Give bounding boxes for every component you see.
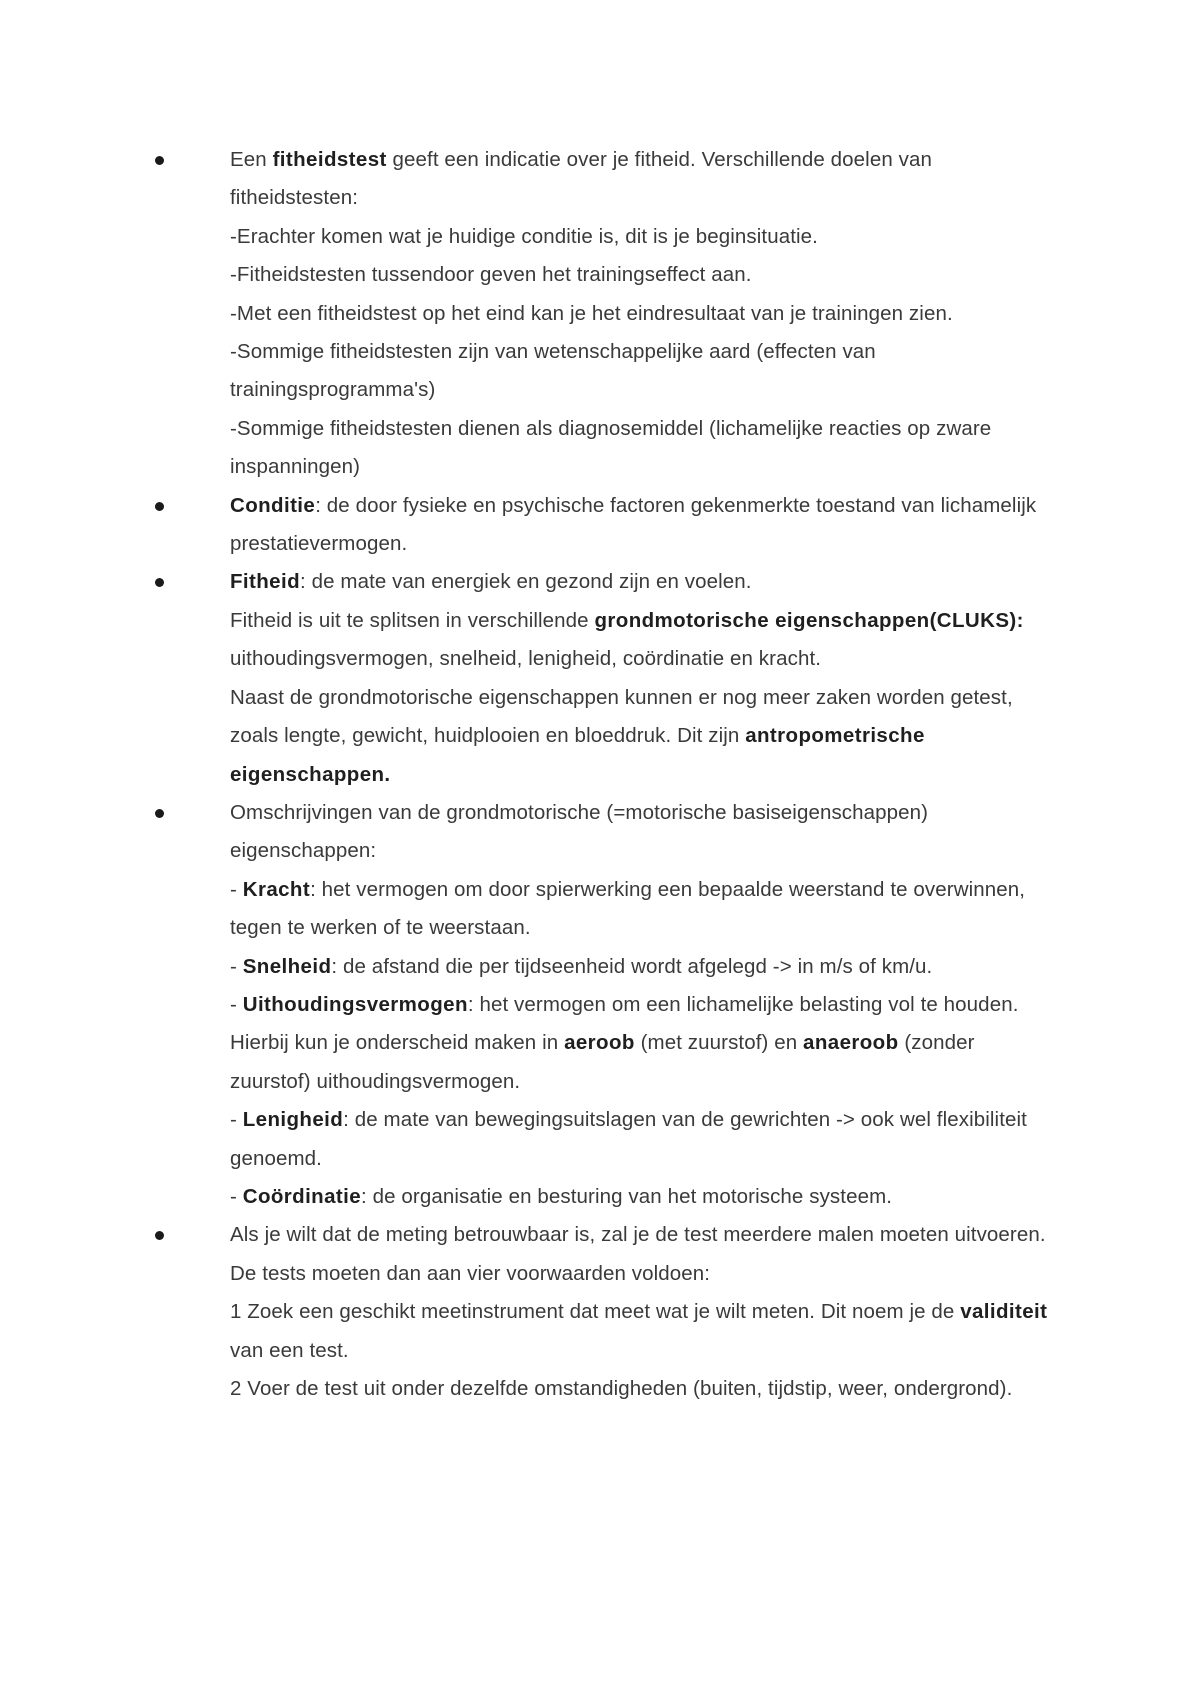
text-line: -Met een fitheidstest op het eind kan je het eindresultaat van je trainingen zien. [230,301,953,325]
text-line: Conditie: de door fysieke en psychische factoren gekenmerkte toestand van lichamelijk prestatievermogen. [230,493,1037,556]
term-snelheid: Snelheid [242,954,332,978]
list-item [148,794,1068,1216]
term-kracht: Kracht [242,877,311,901]
term-fitheid: Fitheid [230,570,300,594]
text-line: -Sommige fitheidstesten zijn van wetenschappelijke aard (effecten van trainingsprogramma's) [230,340,876,402]
bullet-icon [155,1231,164,1240]
bullet-icon [155,502,164,511]
text-line: - Kracht: het vermogen om door spierwerking een bepaalde weerstand te overwinnen, tegen te werken of te weerstaan. [230,877,1026,940]
text-line: -Sommige fitheidstesten dienen als diagnosemiddel (lichamelijke reacties op zware inspanningen) [230,416,992,479]
list-item [148,141,1068,487]
text-line: 1 Zoek een geschikt meetinstrument dat meet wat je wilt meten. Dit noem je de validiteit van een test. [230,1300,1048,1362]
term-aeroob: aeroob [564,1031,635,1055]
bullet-icon [155,809,164,818]
list-item [148,563,1068,793]
text-line: - Lenigheid: de mate van bewegingsuitslagen van de gewrichten -> ook wel flexibiliteit genoemd. [230,1108,1027,1170]
term-anaeroob: anaeroob [803,1031,899,1055]
term-conditie: Conditie [230,493,316,517]
text-line: Fitheid is uit te splitsen in verschillende grondmotorische eigenschappen(CLUKS): uithoudingsvermogen, snelheid, lenigheid, coördinatie en kracht. [230,608,1024,671]
text-line: Naast de grondmotorische eigenschappen kunnen er nog meer zaken worden getest, zoals lengte, gewicht, huidplooien en bloeddruk. Dit zijn antropometrische eigenschappen. [230,685,1013,786]
term-lenigheid: Lenigheid [242,1108,344,1132]
text-line: -Fitheidstesten tussendoor geven het trainingseffect aan. [230,263,752,287]
text-line: - Coördinatie: de organisatie en besturing van het motorische systeem. [230,1184,893,1208]
text-line: Als je wilt dat de meting betrouwbaar is, zal je de test meerdere malen moeten uitvoeren. De tests moeten dan aan vier voorwaarden voldoen: [230,1223,1046,1285]
text-line: Een fitheidstest geeft een indicatie over je fitheid. Verschillende doelen van fitheidstesten: [230,148,932,210]
term-validiteit: validiteit [960,1300,1048,1324]
bullet-icon [155,156,164,165]
text-line: - Snelheid: de afstand die per tijdseenheid wordt afgelegd -> in m/s of km/u. [230,954,933,978]
text-line: 2 Voer de test uit onder dezelfde omstandigheden (buiten, tijdstip, weer, ondergrond). [230,1377,1013,1400]
text-line: -Erachter komen wat je huidige conditie is, dit is je beginsituatie. [230,224,818,248]
term-grondmotorische-eigenschappen: grondmotorische eigenschappen(CLUKS): [594,608,1024,632]
list-item [148,1216,1068,1408]
bullet-icon [155,578,164,587]
term-coordinatie: Coördinatie [242,1184,362,1208]
text-line: - Uithoudingsvermogen: het vermogen om een lichamelijke belasting vol te houden. Hierbij kun je onderscheid maken in aeroob (met zuurstof) en anaeroob (zonder zuurstof) uithoudingsvermogen. [230,992,1019,1093]
term-uithoudingsvermogen: Uithoudingsvermogen [242,992,468,1016]
term-fitheidstest: fitheidstest [272,148,387,171]
text-line: Omschrijvingen van de grondmotorische (=motorische basiseigenschappen) eigenschappen: [230,800,929,863]
document-body [148,141,1068,1408]
term-antropometrische-eigenschappen: antropometrische eigenschappen. [230,724,925,786]
text-line: Fitheid: de mate van energiek en gezond zijn en voelen. [230,570,752,594]
list-item [148,487,1068,564]
